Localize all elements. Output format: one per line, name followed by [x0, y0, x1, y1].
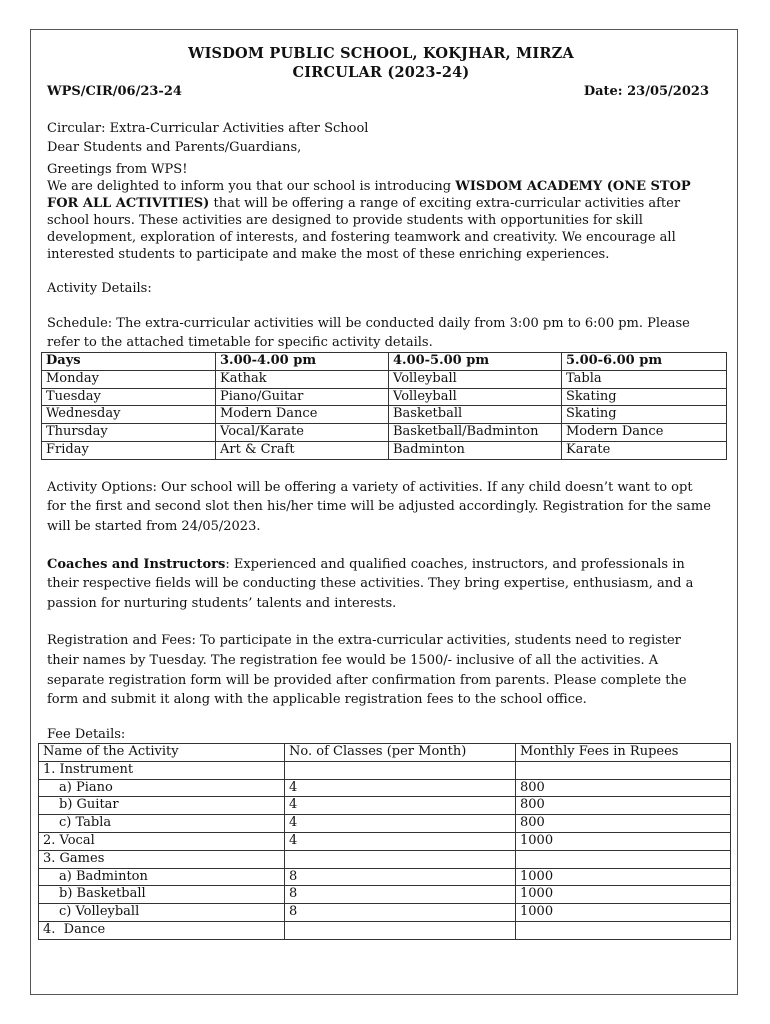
schedule-header-cell: 3.00-4.00 pm [216, 353, 389, 371]
fee-table [38, 743, 731, 940]
salutation: Dear Students and Parents/Guardians, [47, 140, 302, 156]
schedule-text: Schedule: The extra-curricular activities will be conducted daily from 3:00 pm to 6:00 pm. Please refer to the attached timetable for specific activity details. [47, 316, 690, 351]
schedule-header-cell: Days [42, 353, 216, 371]
fee-classes [285, 850, 516, 868]
fee-activity: a) Badminton [39, 868, 285, 886]
coaches-text: : Experienced and qualified coaches, instructors, and professionals in their respective fields will be conducting these activities. They bring expertise, enthusiasm, and a passion for nurturing students’ talents and interests. [47, 556, 694, 611]
schedule-day: Thursday [42, 424, 216, 442]
schedule-cell: Skating [562, 406, 727, 424]
fee-classes [285, 761, 516, 779]
schedule-cell: Badminton [389, 442, 562, 460]
table-row [39, 886, 731, 904]
schedule-cell: Modern Dance [216, 406, 389, 424]
fee-activity: 4. Dance [39, 921, 285, 939]
registration-paragraph: Registration and Fees: To participate in the extra-curricular activities, students need to register their names by Tuesday. The registration fee would be 1500/- inclusive of all the activities. A separate registration form will be provided after confirmation from parents. Please complete the form and submit it along with the applicable registration fees to the school office. [47, 633, 687, 708]
schedule-cell: Vocal/Karate [216, 424, 389, 442]
table-row [39, 868, 731, 886]
fee-classes: 4 [285, 832, 516, 850]
fee-amount: 1000 [516, 868, 731, 886]
schedule-day: Monday [42, 370, 216, 388]
fee-classes: 8 [285, 886, 516, 904]
greeting: Greetings from WPS! [47, 161, 188, 177]
table-row [39, 815, 731, 833]
fee-classes: 4 [285, 779, 516, 797]
fee-amount: 800 [516, 815, 731, 833]
circular-meta [47, 83, 715, 100]
schedule-cell: Kathak [216, 370, 389, 388]
fee-classes: 4 [285, 797, 516, 815]
fee-activity: b) Basketball [39, 886, 285, 904]
intro-text-end: that will be offering a range of exciting extra-curricular activities after school hours. These activities are designed to provide students with opportunities for skill development, exploration of interests, and fostering teamwork and creativity. We encourage all interested students to participate and make the most of these enriching experiences. [47, 195, 681, 262]
fee-header-cell: Monthly Fees in Rupees [516, 743, 731, 761]
schedule-day: Tuesday [42, 388, 216, 406]
fee-amount [516, 761, 731, 779]
schedule-day: Wednesday [42, 406, 216, 424]
circular-date: Date: 23/05/2023 [583, 84, 709, 99]
coaches-paragraph [47, 555, 715, 614]
table-row [39, 850, 731, 868]
schedule-cell: Basketball [389, 406, 562, 424]
fee-header-cell: Name of the Activity [39, 743, 285, 761]
fee-amount [516, 921, 731, 939]
fee-amount: 1000 [516, 904, 731, 922]
fee-classes: 8 [285, 904, 516, 922]
schedule-table [41, 352, 727, 460]
school-name: WISDOM PUBLIC SCHOOL, KOKJHAR, MIRZA [188, 45, 574, 62]
reference-number: WPS/CIR/06/23-24 [47, 84, 182, 99]
schedule-cell: Karate [562, 442, 727, 460]
circular-subject: Circular: Extra-Curricular Activities after School [47, 121, 369, 137]
table-row [42, 388, 727, 406]
fee-classes [285, 921, 516, 939]
fee-activity: c) Volleyball [39, 904, 285, 922]
fee-classes: 8 [285, 868, 516, 886]
fee-activity: 3. Games [39, 850, 285, 868]
academy-name: WISDOM ACADEMY (ONE STOP FOR ALL ACTIVITIES) [47, 178, 691, 211]
fee-amount: 1000 [516, 886, 731, 904]
table-row [39, 832, 731, 850]
table-row [42, 424, 727, 442]
fee-activity: 2. Vocal [39, 832, 285, 850]
fee-amount: 1000 [516, 832, 731, 850]
table-row [42, 406, 727, 424]
table-row [39, 921, 731, 939]
fee-activity: 1. Instrument [39, 761, 285, 779]
table-row [39, 761, 731, 779]
activity-options: Activity Options: Our school will be offering a variety of activities. If any child doesn’t want to opt for the first and second slot then his/her time will be adjusted accordingly. Registration for the same will be started from 24/05/2023. [47, 479, 711, 534]
schedule-cell: Basketball/Badminton [389, 424, 562, 442]
schedule-cell: Piano/Guitar [216, 388, 389, 406]
coaches-label: Coaches and Instructors [47, 556, 226, 572]
schedule-cell: Volleyball [389, 370, 562, 388]
fee-amount: 800 [516, 797, 731, 815]
intro-paragraph [47, 178, 715, 263]
schedule-cell: Tabla [562, 370, 727, 388]
schedule-cell: Art & Craft [216, 442, 389, 460]
circular-year: CIRCULAR (2023-24) [292, 64, 470, 81]
fee-activity: b) Guitar [39, 797, 285, 815]
schedule-cell: Modern Dance [562, 424, 727, 442]
intro-text-start: We are delighted to inform you that our school is introducing [47, 178, 456, 194]
activity-details-label: Activity Details: [47, 280, 152, 296]
schedule-header-cell: 4.00-5.00 pm [389, 353, 562, 371]
fee-header-row [39, 743, 731, 761]
table-row [39, 797, 731, 815]
schedule-day: Friday [42, 442, 216, 460]
fee-amount: 800 [516, 779, 731, 797]
fee-header-cell: No. of Classes (per Month) [285, 743, 516, 761]
fee-activity: c) Tabla [39, 815, 285, 833]
circular-document [43, 44, 715, 940]
fee-amount [516, 850, 731, 868]
schedule-header-cell: 5.00-6.00 pm [562, 353, 727, 371]
table-row [39, 779, 731, 797]
table-row [42, 370, 727, 388]
table-row [39, 904, 731, 922]
schedule-cell: Volleyball [389, 388, 562, 406]
fee-activity: a) Piano [39, 779, 285, 797]
table-row [42, 442, 727, 460]
schedule-cell: Skating [562, 388, 727, 406]
fee-details-label: Fee Details: [47, 726, 126, 742]
fee-classes: 4 [285, 815, 516, 833]
schedule-header-row [42, 353, 727, 371]
